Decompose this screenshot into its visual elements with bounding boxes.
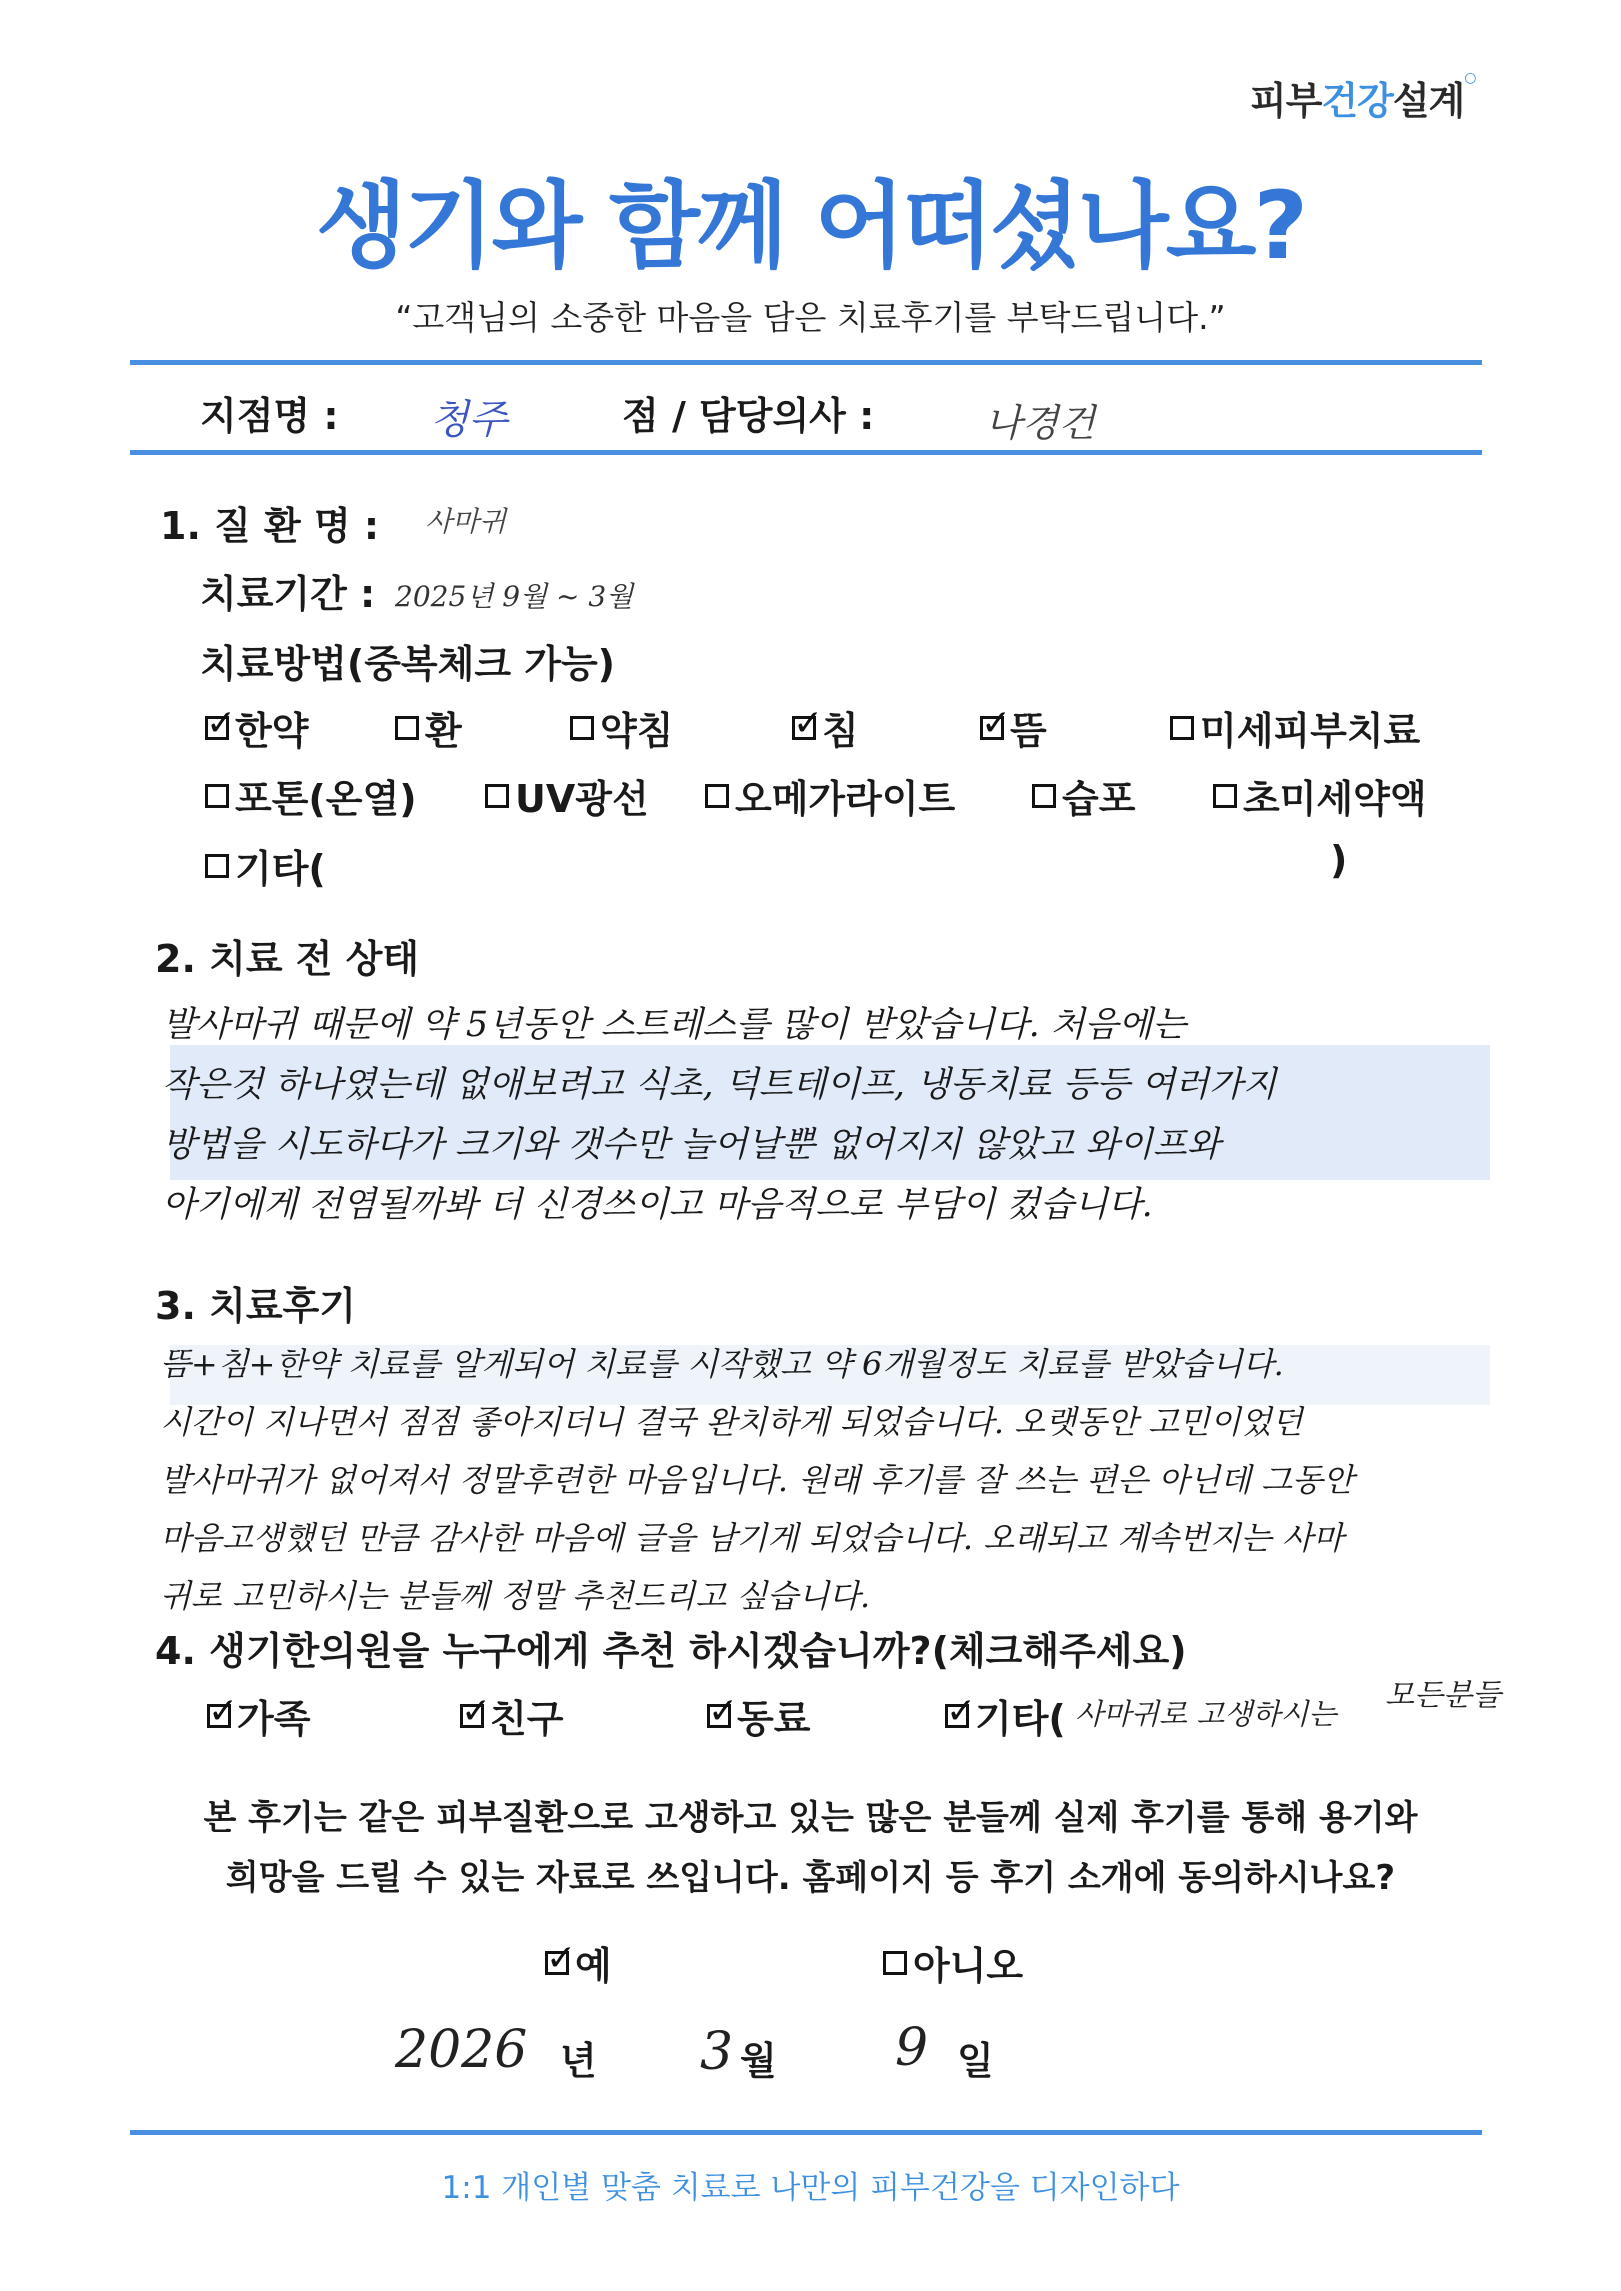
option-moxibustion[interactable]: ✓ 뜸	[981, 703, 1047, 753]
checkbox-icon[interactable]: ✓	[208, 1691, 239, 1732]
recommend-colleague[interactable]: ✓ 동료	[708, 1691, 811, 1741]
checkbox-icon[interactable]: ✓	[708, 1691, 739, 1732]
text-line: 발사마귀 때문에 약 5년동안 스트레스를 많이 받았습니다. 처음에는	[162, 1005, 1187, 1045]
date-year[interactable]: 2026	[395, 2020, 528, 2080]
recommend-family[interactable]: ✓ 가족	[208, 1691, 311, 1741]
recommend-other-extra[interactable]: 모든분들	[1385, 1678, 1501, 1713]
branch-value[interactable]: 청주	[430, 397, 508, 443]
text-line: 귀로 고민하시는 분들께 정말 추천드리고 싶습니다.	[160, 1577, 871, 1615]
option-other-close: )	[1330, 838, 1348, 882]
checkbox-icon[interactable]	[570, 716, 594, 740]
text-line: 방법을 시도하다가 크기와 갯수만 늘어날뿐 없어지지 않았고 와이프와	[162, 1125, 1221, 1165]
checkbox-icon[interactable]	[1032, 784, 1056, 808]
brand-logo	[1250, 70, 1475, 125]
page-subtitle: “고객님의 소중한 마음을 담은 치료후기를 부탁드립니다.”	[395, 298, 1226, 337]
recommend-friend[interactable]: ✓ 친구	[461, 1691, 564, 1741]
doctor-label: 점 / 담당의사 :	[622, 394, 875, 438]
date-month-label: 월	[740, 2039, 777, 2083]
page-title: 생기와 함께 어떠셨나요?	[315, 172, 1306, 281]
checkbox-icon[interactable]: ✓	[793, 703, 824, 744]
brand-part2: 건강	[1321, 79, 1393, 123]
checkbox-icon[interactable]	[705, 784, 729, 808]
checkbox-icon[interactable]	[395, 716, 419, 740]
review-text[interactable]	[160, 1335, 1580, 1625]
branch-label: 지점명 :	[200, 394, 339, 438]
top-divider	[130, 360, 1482, 365]
brand-part1: 피부	[1250, 79, 1322, 123]
checkbox-icon[interactable]	[205, 854, 229, 878]
text-line: 시간이 지나면서 점점 좋아지더니 결국 완치하게 되었습니다. 오랫동안 고민이었던	[160, 1403, 1303, 1441]
option-herbal[interactable]: ✓ 한약	[206, 703, 309, 753]
agreement-line-1: 본 후기는 같은 피부질환으로 고생하고 있는 많은 분들께 실제 후기를 통해 용기와	[203, 1798, 1418, 1838]
consent-no[interactable]: 아니오	[883, 1935, 1023, 1990]
disease-value[interactable]: 사마귀	[425, 505, 507, 538]
text-line: 발사마귀가 없어져서 정말후련한 마음입니다. 원래 후기를 잘 쓰는 편은 아닌데 그동안	[160, 1461, 1354, 1499]
date-day[interactable]: 9	[895, 2018, 929, 2078]
branch-divider	[130, 450, 1482, 455]
option-pill[interactable]: 환	[395, 700, 462, 755]
footer-slogan: 1:1 개인별 맞춤 치료로 나만의 피부건강을 디자인하다	[441, 2170, 1180, 2206]
text-line: 아기에게 전염될까봐 더 신경쓰이고 마음적으로 부담이 컸습니다.	[162, 1185, 1153, 1225]
section4-heading: 4. 생기한의원을 누구에게 추천 하시겠습니까?(체크해주세요)	[155, 1629, 1187, 1673]
checkbox-icon[interactable]	[1170, 716, 1194, 740]
period-value[interactable]: 2025년 9월 ~ 3월	[395, 580, 634, 613]
recommend-other[interactable]: ✓ 기타(	[946, 1691, 1066, 1741]
checkbox-icon[interactable]: ✓	[461, 1691, 492, 1732]
option-omega-light[interactable]: 오메가라이트	[705, 768, 955, 823]
checkbox-icon[interactable]	[883, 1951, 907, 1975]
checkbox-icon[interactable]: ✓	[206, 703, 237, 744]
doctor-value[interactable]: 나경건	[985, 401, 1096, 445]
bottom-divider	[130, 2130, 1482, 2135]
text-line: 뜸+침+한약 치료를 알게되어 치료를 시작했고 약 6개월정도 치료를 받았습니다.	[160, 1345, 1284, 1383]
period-label: 치료기간 :	[200, 572, 376, 616]
method-label: 치료방법(중복체크 가능)	[200, 642, 616, 686]
checkbox-icon[interactable]: ✓	[946, 1691, 977, 1732]
section2-heading: 2. 치료 전 상태	[155, 937, 420, 981]
checkbox-icon[interactable]: ✓	[981, 703, 1012, 744]
brand-dot-icon: ○	[1464, 70, 1476, 86]
before-treatment-text[interactable]	[162, 995, 1482, 1235]
option-acupuncture[interactable]: ✓ 침	[793, 703, 859, 753]
section3-heading: 3. 치료후기	[155, 1284, 356, 1328]
brand-part3: 설계	[1392, 79, 1465, 123]
checkbox-icon[interactable]: ✓	[546, 1938, 577, 1979]
option-pharmacopuncture[interactable]: 약침	[570, 700, 673, 755]
agreement-line-2: 희망을 드릴 수 있는 자료로 쓰입니다. 홈페이지 등 후기 소개에 동의하시나요?	[225, 1858, 1396, 1898]
date-year-label: 년	[560, 2039, 597, 2083]
date-day-label: 일	[957, 2039, 994, 2083]
option-uv[interactable]: UV광선	[485, 768, 649, 823]
option-wet-compress[interactable]: 습포	[1032, 768, 1135, 823]
option-photon[interactable]: 포톤(온열)	[205, 768, 417, 823]
checkbox-icon[interactable]	[1213, 784, 1237, 808]
checkbox-icon[interactable]	[485, 784, 509, 808]
text-line: 작은것 하나였는데 없애보려고 식초, 덕트테이프, 냉동치료 등등 여러가지	[162, 1065, 1277, 1105]
date-month[interactable]: 3	[700, 2022, 734, 2082]
recommend-other-text[interactable]: 사마귀로 고생하시는	[1075, 1697, 1337, 1731]
option-other[interactable]: 기타(	[205, 838, 326, 893]
text-line: 마음고생했던 만큼 감사한 마음에 글을 남기게 되었습니다. 오래되고 계속번지는 사마	[160, 1519, 1344, 1557]
consent-yes[interactable]: ✓ 예	[546, 1938, 612, 1988]
option-ultrafine[interactable]: 초미세약액	[1213, 768, 1427, 823]
disease-label: 1. 질 환 명 :	[160, 504, 380, 548]
checkbox-icon[interactable]	[205, 784, 229, 808]
option-micro-skin[interactable]: 미세피부치료	[1170, 700, 1420, 755]
